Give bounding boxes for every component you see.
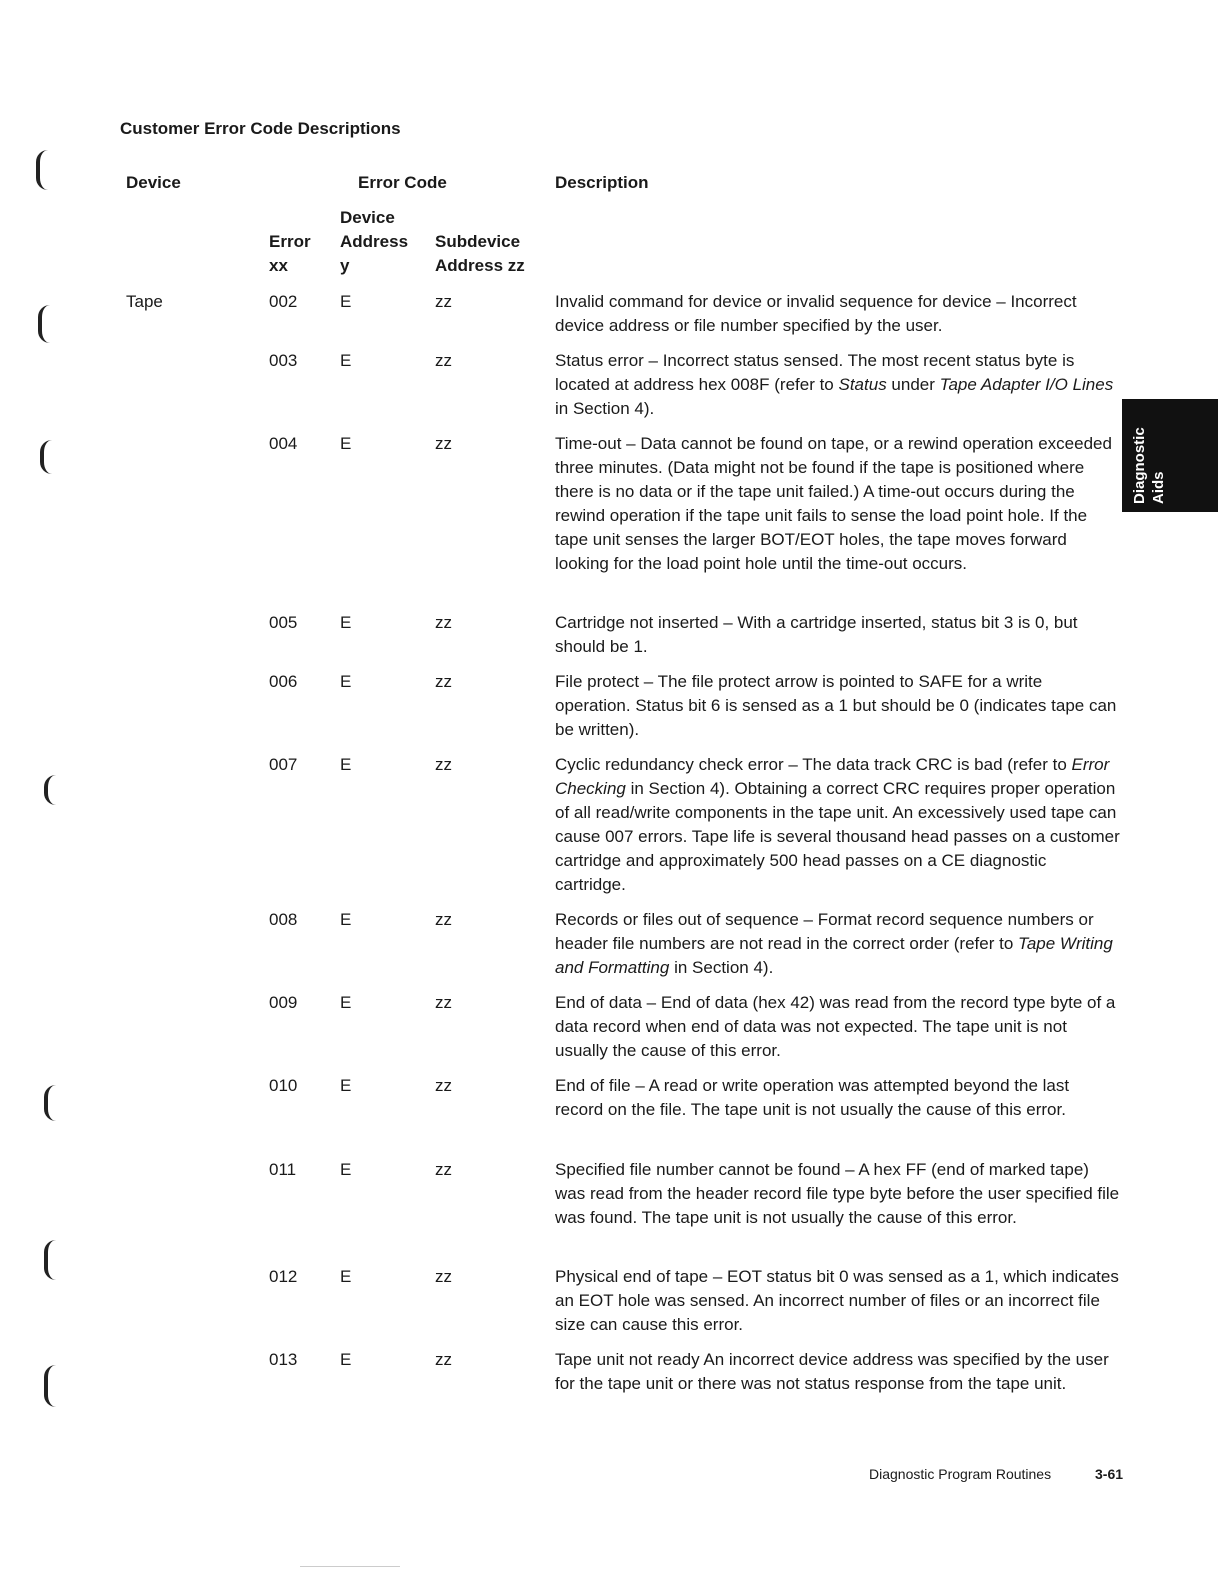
subdevice-address: zz [435, 672, 452, 691]
binding-mark [40, 440, 56, 474]
header-device-address-line2: Address [340, 232, 409, 251]
error-description: End of file – A read or write operation was attempted beyond the last record on the file. The tape unit is not usually the cause of this error. [555, 1076, 1070, 1119]
desc-text: in Section 4). [669, 958, 774, 977]
error-code: 004 [269, 434, 298, 453]
header-subdevice-line2: Address zz [435, 256, 525, 275]
desc-text: Records or files out of sequence – Format record sequence numbers or header file numbers are not read in the correct order (refer to [555, 910, 1094, 953]
section-tab [1122, 399, 1218, 512]
error-code: 005 [269, 613, 298, 632]
subdevice-address: zz [435, 755, 452, 774]
error-description: Time-out – Data cannot be found on tape, or a rewind operation exceeded three minutes. (Data might not be found if the tape is positioned where there is no data or if the tape unit failed.) A time-out occurs during the rewind operation if the tape unit fails to sense the load point hole. If the tape unit senses the larger BOT/EOT holes, the tape moves forward looking for the load point hole until the time-out occurs. [555, 434, 1112, 573]
subdevice-address: zz [435, 351, 452, 370]
page-number: 3-61 [1095, 1466, 1124, 1482]
subdevice-address: zz [435, 434, 452, 453]
device-address: E [340, 755, 352, 774]
header-error-sub: xx [269, 256, 288, 275]
header-description: Description [555, 173, 649, 192]
error-code: 003 [269, 351, 298, 370]
error-description: Tape unit not ready An incorrect device address was specified by the user for the tape unit or there was not status response from the tape unit. [555, 1350, 1109, 1393]
header-error-code: Error Code [358, 173, 447, 192]
binding-mark [38, 305, 54, 343]
subdevice-address: zz [435, 910, 452, 929]
section-tab-line1: Diagnostic [1131, 427, 1148, 504]
binding-mark [44, 1365, 60, 1407]
device-address: E [340, 613, 352, 632]
header-error-label: Error [269, 232, 311, 251]
header-device: Device [126, 173, 181, 192]
section-tab-label [1130, 404, 1168, 504]
subdevice-address: zz [435, 1350, 452, 1369]
desc-italic-ref: Error Checking [555, 755, 1110, 798]
error-code: 010 [269, 1076, 298, 1095]
subdevice-address: zz [435, 1076, 452, 1095]
device-address: E [340, 434, 352, 453]
desc-text: Cyclic redundancy check error – The data track CRC is bad (refer to [555, 755, 1072, 774]
binding-mark [36, 150, 52, 190]
desc-text: in Section 4). Obtaining a correct CRC requires proper operation of all read/write components in the tape unit. An excessively used tape can cause 007 errors. Tape life is several thousand head passes on a customer cartridge and approximately 500 head passes on a CE diagnostic cartridge. [555, 779, 1120, 894]
device-address: E [340, 993, 352, 1012]
desc-text: in Section 4). [555, 399, 655, 418]
header-device-address-line1: Device [340, 208, 395, 227]
binding-mark [44, 1085, 60, 1121]
error-code: 007 [269, 755, 298, 774]
error-code: 008 [269, 910, 298, 929]
error-description: End of data – End of data (hex 42) was read from the record type byte of a data record when end of data was not expected. The tape unit is not usually the cause of this error. [555, 993, 1116, 1060]
section-tab-line2: Aids [1150, 471, 1167, 504]
footer-title: Diagnostic Program Routines [869, 1466, 1052, 1482]
error-code: 012 [269, 1267, 298, 1286]
desc-italic-ref: Tape Adapter I/O Lines [939, 375, 1114, 394]
desc-text: Status error – Incorrect status sensed. The most recent status byte is located at address hex 008F (refer to [555, 351, 1075, 394]
desc-italic-ref: Tape Writing and Formatting [555, 934, 1113, 977]
error-code: 006 [269, 672, 298, 691]
subdevice-address: zz [435, 993, 452, 1012]
device-name: Tape [126, 292, 163, 311]
device-address: E [340, 1076, 352, 1095]
error-description: Cartridge not inserted – With a cartridge inserted, status bit 3 is 0, but should be 1. [555, 613, 1078, 656]
error-description: Physical end of tape – EOT status bit 0 was sensed as a 1, which indicates an EOT hole was sensed. An incorrect number of files or an incorrect file size can cause this error. [555, 1267, 1119, 1334]
subdevice-address: zz [435, 1267, 452, 1286]
header-error [269, 230, 311, 278]
desc-italic-ref: Status [838, 375, 887, 394]
device-address: E [340, 292, 352, 311]
binding-mark [44, 1240, 60, 1280]
error-description [555, 753, 1120, 897]
error-code: 009 [269, 993, 298, 1012]
error-description [555, 349, 1120, 421]
error-code: 011 [269, 1160, 297, 1179]
error-description: Invalid command for device or invalid sequence for device – Incorrect device address or file number specified by the user. [555, 292, 1077, 335]
desc-text: under [886, 375, 940, 394]
device-address: E [340, 351, 352, 370]
device-address: E [340, 910, 352, 929]
binding-mark [44, 775, 60, 805]
device-address: E [340, 1350, 352, 1369]
error-description: Specified file number cannot be found – A hex FF (end of marked tape) was read from the header record file type byte before the user specified file was found. The tape unit is not usually the cause of this error. [555, 1160, 1120, 1227]
header-device-address [340, 206, 408, 278]
device-address: E [340, 1267, 352, 1286]
header-subdevice-line1: Subdevice [435, 232, 521, 251]
subdevice-address: zz [435, 1160, 452, 1179]
error-code: 002 [269, 292, 298, 311]
device-address: E [340, 1160, 352, 1179]
subdevice-address: zz [435, 292, 452, 311]
error-description [555, 908, 1120, 980]
error-code: 013 [269, 1350, 298, 1369]
scan-edge-line [300, 1566, 400, 1567]
subdevice-address: zz [435, 613, 452, 632]
page-title: Customer Error Code Descriptions [120, 119, 401, 138]
error-description: File protect – The file protect arrow is pointed to SAFE for a write operation. Status bit 6 is sensed as a 1 but should be 0 (indicates tape can be written). [555, 672, 1117, 739]
header-device-address-line3: y [340, 256, 350, 275]
device-address: E [340, 672, 352, 691]
header-subdevice-address [435, 230, 525, 278]
